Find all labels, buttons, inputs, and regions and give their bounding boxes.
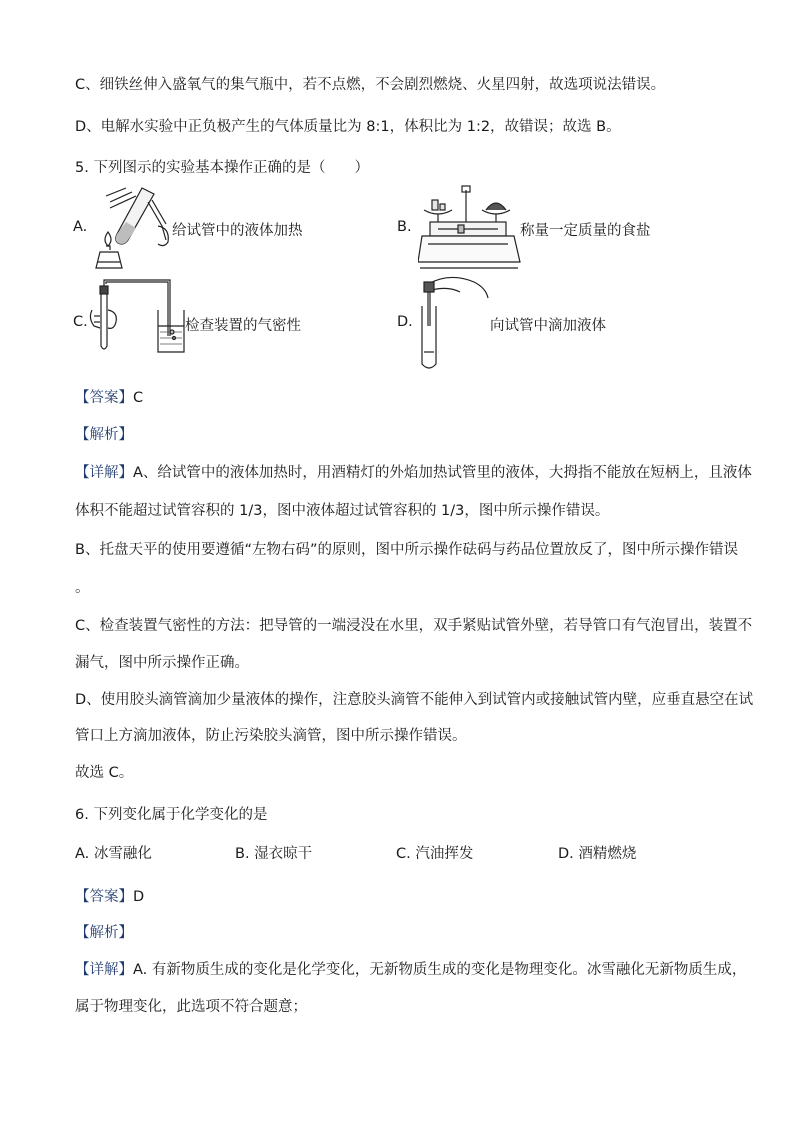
choice-b: B. 湿衣晾干 [235, 846, 313, 862]
conclusion: 故选 C。 [75, 765, 134, 781]
airtightness-figure [88, 276, 188, 356]
text-line: C、细铁丝伸入盛氧气的集气瓶中，若不点燃，不会剧烈燃烧、火星四射，故选项说法错误。 [75, 77, 666, 93]
answer-value: C [133, 390, 144, 406]
detail-line: C、检查装置气密性的方法：把导管的一端浸没在水里，双手紧贴试管外壁，若导管口有气泡冒出，装置不 [75, 618, 753, 634]
option-letter: D. [397, 314, 413, 330]
detail-line [75, 958, 746, 979]
choice-a: A. 冰雪融化 [75, 846, 152, 862]
answer-value: D [133, 889, 145, 905]
analysis-tag: 【解析】 [75, 925, 133, 941]
option-letter: B. [397, 219, 412, 235]
answer-tag: 【答案】 [75, 889, 133, 905]
question-stem: 5. 下列图示的实验基本操作正确的是（ ） [75, 160, 369, 176]
option-caption: 给试管中的液体加热 [172, 223, 303, 239]
analysis-tag: 【解析】 [75, 427, 133, 443]
detail-line: 。 [75, 580, 90, 596]
detail-text: A、给试管中的液体加热时，用酒精灯的外焰加热试管里的液体，大拇指不能放在短柄上，且液体 [133, 465, 752, 481]
dropper-figure [414, 272, 494, 370]
detail-tag: 【详解】 [75, 465, 133, 481]
heating-liquid-figure [92, 182, 172, 270]
answer-line [75, 885, 144, 906]
answer-tag: 【答案】 [75, 390, 133, 406]
answer-line [75, 386, 143, 407]
detail-line [75, 461, 752, 482]
option-caption: 称量一定质量的食盐 [520, 223, 651, 239]
detail-line: B、托盘天平的使用要遵循“左物右码”的原则，图中所示操作砝码与药品位置放反了，图中所示操作错误 [75, 542, 738, 558]
detail-line: 体积不能超过试管容积的 1/3，图中液体超过试管容积的 1/3，图中所示操作错误。 [75, 503, 610, 519]
text-line: D、电解水实验中正负极产生的气体质量比为 8:1，体积比为 1:2，故错误；故选 B。 [75, 119, 621, 135]
detail-line: 属于物理变化，此选项不符合题意； [75, 999, 307, 1015]
option-letter: A. [73, 219, 88, 235]
option-letter: C. [73, 314, 88, 330]
question-stem: 6. 下列变化属于化学变化的是 [75, 807, 268, 823]
detail-tag: 【详解】 [75, 962, 133, 978]
detail-text: A. 有新物质生成的变化是化学变化，无新物质生成的变化是物理变化。冰雪融化无新物质生成， [133, 962, 747, 978]
detail-line: 管口上方滴加液体，防止污染胶头滴管，图中所示操作错误。 [75, 728, 467, 744]
balance-figure [418, 184, 522, 270]
choice-d: D. 酒精燃烧 [558, 846, 637, 862]
detail-line: D、使用胶头滴管滴加少量液体的操作，注意胶头滴管不能伸入到试管内或接触试管内壁，应垂直悬空在试 [75, 692, 754, 708]
option-caption: 向试管中滴加液体 [490, 318, 606, 334]
choice-c: C. 汽油挥发 [396, 846, 474, 862]
option-caption: 检查装置的气密性 [185, 318, 301, 334]
detail-line: 漏气，图中所示操作正确。 [75, 655, 249, 671]
